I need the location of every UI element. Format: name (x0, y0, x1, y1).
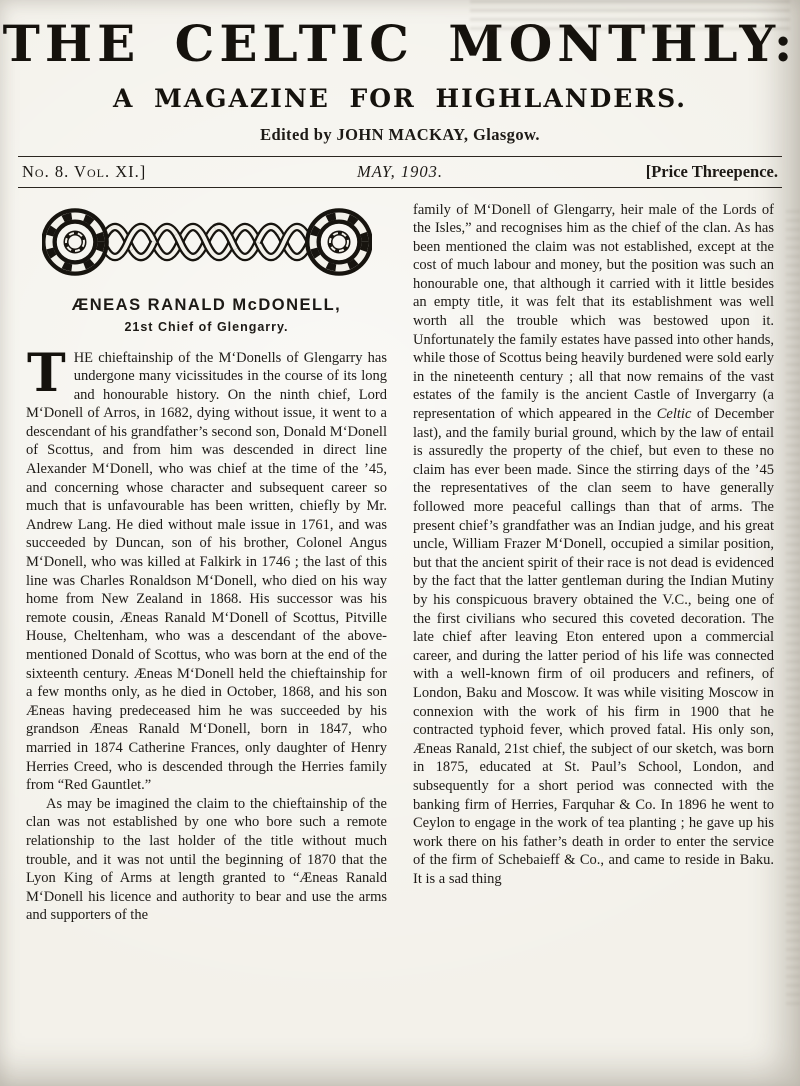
celtic-knot-ornament (26, 205, 387, 284)
issue-number-volume: No. 8. Vol. XI.] (22, 161, 147, 181)
drop-cap: T (27, 342, 66, 404)
editor-line: Edited by JOHN MACKAY, Glasgow. (260, 124, 540, 144)
issue-bar (18, 156, 782, 188)
celtic-magazine-italic: Celtic (656, 406, 692, 423)
article-subtitle: 21st Chief of Glengarry. (124, 319, 289, 334)
issue-date: MAY, 1903. (357, 161, 443, 181)
paragraph-1 (26, 342, 387, 795)
issue-price: [Price Threepence. (645, 161, 778, 181)
left-column (26, 201, 387, 925)
celtic-knot-graphic (42, 205, 372, 279)
magazine-title: THE CELTIC MONTHLY: (2, 14, 798, 73)
paragraph-3 (413, 201, 774, 889)
article-title: ÆNEAS RANALD McDONELL, (71, 295, 342, 314)
paragraph-1-text: HE chieftainship of the M‘Donells of Glengarry has undergone many vicissitudes in the course of its long and honourable history. On the ninth chief, Lord M‘Donell of Arros, in 1682, dying without issue, it went to a descendant of his grandfather’s second son, Donald M‘Donell of Scottus, and from him was descended in direct line Alexander M‘Donell, who was chief at the time of the ’45, and concerning whose character and subsequent career so much that is unfavourable has been written, chiefly by Mr. Andrew Lang. He died without male issue in 1761, and was succeeded by Duncan, son of his brother, Colonel Angus M‘Donell, who was killed at Falkirk in 1746 ; the last of this line was Charles Ronaldson M‘Donell, who died on his way home from New Zealand in 1868. His successor was his remote cousin, Æneas Ranald M‘Donell of Scottus, Pitville House, Cheltenham, who was a descendant of the above-mentioned Donald of Scottus, who was born at the end of the sixteenth century. Æneas M‘Donell held the chieftainship for a few months only, as he died in October, 1868, and his son Æneas having predeceased him he was succeeded by his grandson Æneas Ranald M‘Donell, born in 1847, who married in 1874 Catherine Frances, only daughter of Henry Herries Creed, who is descended through the Herries family from “Red Gauntlet.” (26, 349, 387, 794)
paragraph-2: As may be imagined the claim to the chieftainship of the clan was not established by one who bore such a remote relationship to the last holder of the title without much trouble, and it was not until the beginning of 1870 that the Lyon King of Arms at length granted to “Æneas Ranald M‘Donell his licence and authority to bear and use the arms and supporters of the (26, 795, 387, 924)
article-body (0, 188, 800, 925)
right-column (413, 201, 774, 925)
scan-bleed-through-top (470, 0, 790, 30)
magazine-subtitle: A MAGAZINE FOR HIGHLANDERS. (113, 83, 687, 113)
scan-bleed-through-right (786, 210, 800, 1010)
paragraph-3-continuation: of December last), and the family burial ground, which by the law of entail is assuredly the property of the chief, but even to these no claim has ever been made. Since the stirring days of the ’45 the representatives of the clan seem to have generally followed more peaceful callings than that of arms. The present chief’s grandfather was an Indian judge, and his great uncle, William Frazer M‘Donell, occupied a similar position, but that the ancient spirit of their race is not dead is evidenced by the fact that the latter gentleman during the Indian Mutiny by his conspicuous bravery obtained the V.C., being one of the first civilians who secured this coveted decoration. The late chief after leaving Eton entered upon a commercial career, and during the latter period of his life was connected with a well-known firm of oil producers and refiners, of London, Baku and Moscow. It was while visiting Moscow in connexion with the work of his firm in 1900 that he contracted typhoid fever, which proved fatal. His only son, Æneas Ranald, 21st chief, the subject of our sketch, was born in 1875, educated at St. Paul’s School, London, and subsequently for a short period was connected with the banking firm of Herries, Farquhar & Co. In 1896 he went to Ceylon to engage in the work of tea planting ; he gave up his work there on his father’s death in order to enter the service of the firm of Schebaieff & Co., and came to reside in Baku. It is a sad thing (413, 406, 774, 887)
paragraph-3-text: family of M‘Donell of Glengarry, heir male of the Lords of the Isles,” and recognises him as the chief of the clan. As has been mentioned the claim was not established, except at the cost of much labour and money, but the position was such an honourable one, that although it carried with it little besides an empty title, it was felt that its establishment was well worth all the trouble which was bestowed upon it. Unfortunately the family estates have passed into other hands, while those of Scottus being heavily burdened were sold early in the nineteenth century ; all that now remains of the vast estates of the family is the ancient Castle of Invergarry (a representation of which appeared in the (413, 201, 774, 423)
